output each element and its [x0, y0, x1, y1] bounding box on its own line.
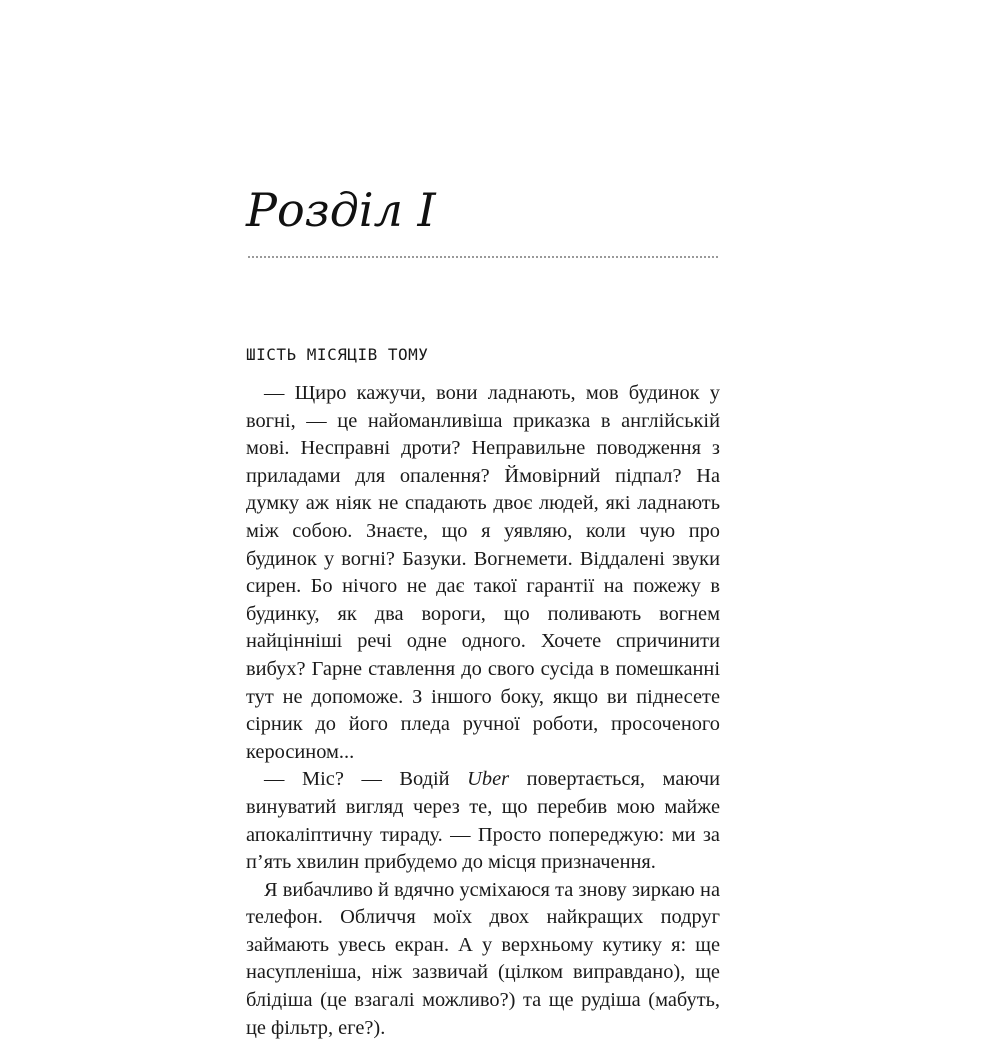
chapter-divider	[248, 256, 718, 258]
body-text	[246, 380, 720, 1042]
paragraph-2-end: повертається, маючи винуватий вигляд через те, що перебив мою майже апокаліптичну тираду. — Просто попереджую: ми за п’ять хвилин прибудемо до місця призначення.	[246, 768, 720, 874]
paragraph-2	[246, 766, 720, 876]
uber-italic: Uber	[467, 768, 510, 791]
chapter-title: Розділ I	[246, 183, 436, 237]
paragraph-3: Я вибачливо й вдячно усміхаюся та знову зиркаю на телефон. Обличчя моїх двох найкращих подруг займають увесь екран. А у верхньому кутику я: ще насупленіша, ніж зазвичай (цілком виправдано), ще блідіша (це взагалі можливо?) та ще рудіша (мабуть, це фільтр, еге?).	[246, 878, 720, 1039]
section-heading: ШІСТЬ МІСЯЦІВ ТОМУ	[246, 345, 429, 364]
paragraph-1: — Щиро кажучи, вони ладнають, мов будинок у вогні, — це найоманливіша приказка в англійській мові. Несправні дроти? Неправильне поводження з приладами для опалення? Ймовірний підпал? На думку аж ніяк не спадають двоє людей, які ладнають між собою. Знаєте, що я уявляю, коли чую про будинок у вогні? Базуки. Вогнемети. Віддалені звуки сирен. Бо нічого не дає такої гарантії на пожежу в будинку, як два вороги, що поливають вогнем найцінніші речі одне одного. Хочете спричинити вибух? Гарне ставлення до свого сусіда в помешканні тут не допоможе. З іншого боку, якщо ви піднесете сірник до його пледа ручної роботи, просоченого керосином...	[246, 382, 720, 763]
paragraph-2-start: — Міс? — Водій	[264, 768, 468, 791]
